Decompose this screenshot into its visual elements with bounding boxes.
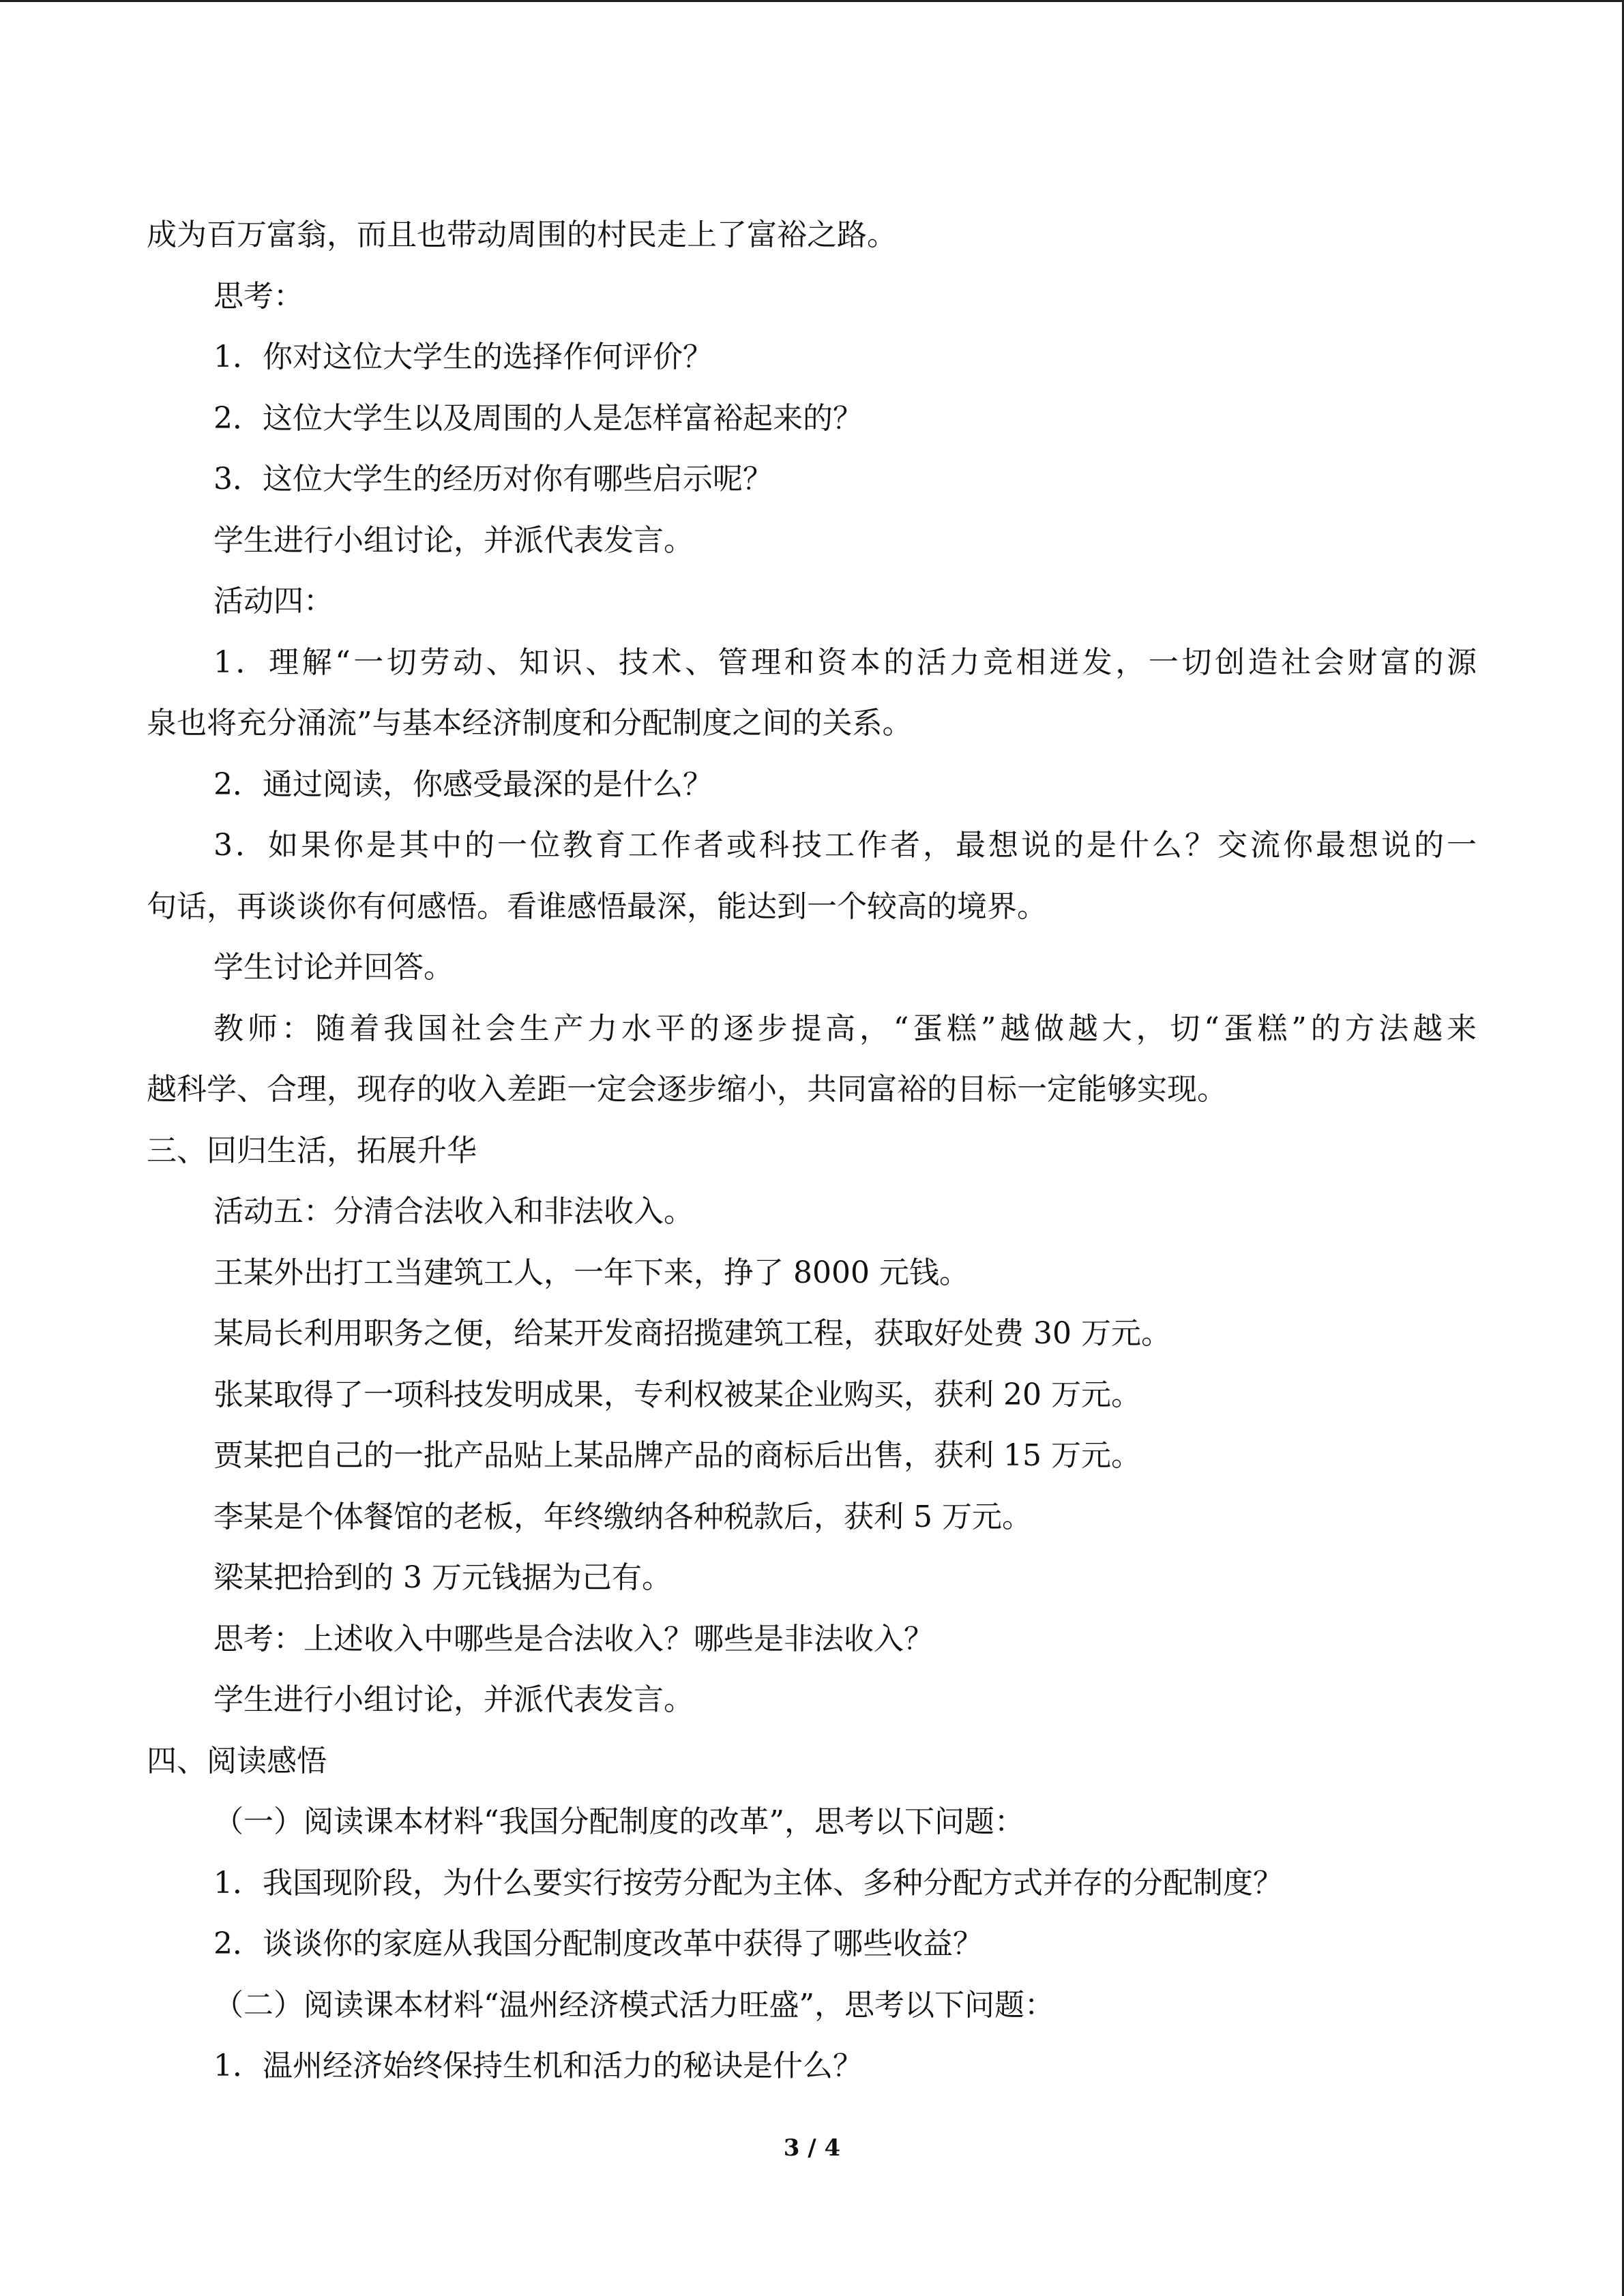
page-top-border (0, 0, 1624, 2)
paragraph-line: 句话，再谈谈你有何感悟。看谁感悟最深，能达到一个较高的境界。 (147, 889, 1047, 924)
paragraph-line: （一）阅读课本材料“我国分配制度的改革”，思考以下问题： (213, 1804, 1024, 1839)
paragraph-line: 1．你对这位大学生的选择作何评价？ (213, 340, 713, 374)
paragraph-line: 王某外出打工当建筑工人，一年下来，挣了 8000 元钱。 (213, 1255, 969, 1290)
paragraph-line: （二）阅读课本材料“温州经济模式活力旺盛”，思考以下问题： (213, 1987, 1054, 2023)
paragraph-line: 思考： (213, 278, 304, 314)
paragraph-line: 成为百万富翁，而且也带动周围的村民走上了富裕之路。 (147, 218, 897, 252)
page-number: 3 / 4 (783, 2134, 841, 2162)
paragraph-line: 张某取得了一项科技发明成果，专利权被某企业购买，获利 20 万元。 (213, 1377, 1141, 1412)
paragraph-line: 贾某把自己的一批产品贴上某品牌产品的商标后出售，获利 15 万元。 (213, 1438, 1141, 1473)
paragraph-line: 1．理解“一切劳动、知识、技术、管理和资本的活力竞相迸发，一切创造社会财富的源 (213, 644, 1477, 680)
paragraph-line: 2．通过阅读，你感受最深的是什么？ (213, 766, 713, 802)
paragraph-line: 学生讨论并回答。 (213, 950, 454, 985)
paragraph-line: 3．如果你是其中的一位教育工作者或科技工作者，最想说的是什么？交流你最想说的一 (213, 828, 1477, 863)
paragraph-line: 学生进行小组讨论，并派代表发言。 (213, 522, 694, 558)
paragraph-line: 活动五：分清合法收入和非法收入。 (213, 1194, 694, 1229)
paragraph-line: 思考：上述收入中哪些是合法收入？哪些是非法收入？ (213, 1621, 934, 1656)
paragraph-line: 越科学、合理，现存的收入差距一定会逐步缩小，共同富裕的目标一定能够实现。 (147, 1072, 1227, 1107)
paragraph-line: 李某是个体餐馆的老板，年终缴纳各种税款后，获利 5 万元。 (213, 1499, 1032, 1534)
paragraph-line: 活动四： (213, 584, 334, 618)
paragraph-line: 泉也将充分涌流”与基本经济制度和分配制度之间的关系。 (147, 706, 913, 741)
paragraph-line: 1．我国现阶段，为什么要实行按劳分配为主体、多种分配方式并存的分配制度？ (213, 1865, 1283, 1900)
paragraph-line: 2．谈谈你的家庭从我国分配制度改革中获得了哪些收益？ (213, 1926, 983, 1961)
paragraph-line: 3．这位大学生的经历对你有哪些启示呢？ (213, 462, 773, 496)
paragraph-line: 三、回归生活，拓展升华 (147, 1133, 477, 1168)
paragraph-line: 2．这位大学生以及周围的人是怎样富裕起来的？ (213, 400, 863, 436)
paragraph-line: 梁某把拾到的 3 万元钱据为己有。 (213, 1560, 672, 1595)
paragraph-line: 教师：随着我国社会生产力水平的逐步提高，“蛋糕”越做越大，切“蛋糕”的方法越来 (213, 1011, 1477, 1046)
document-body (147, 205, 1477, 2097)
paragraph-line: 1．温州经济始终保持生机和活力的秘诀是什么？ (213, 2048, 863, 2083)
paragraph-line: 某局长利用职务之便，给某开发商招揽建筑工程，获取好处费 30 万元。 (213, 1316, 1171, 1351)
paragraph-line: 四、阅读感悟 (147, 1743, 327, 1778)
paragraph-line: 学生进行小组讨论，并派代表发言。 (213, 1682, 694, 1717)
